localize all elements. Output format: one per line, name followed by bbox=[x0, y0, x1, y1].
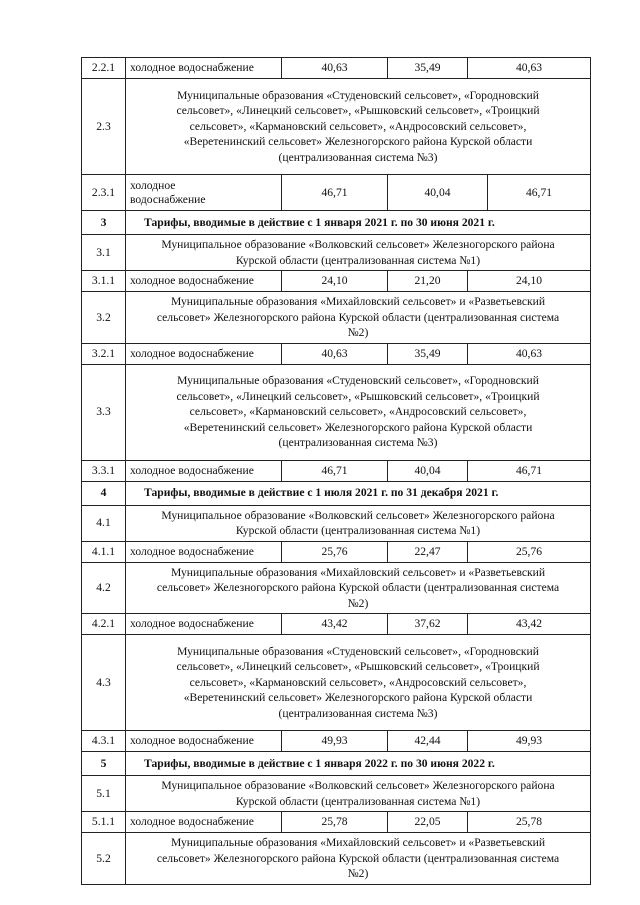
description-line: сельсовет», «Линецкий сельсовет», «Рышковский сельсовет», «Троицкий bbox=[176, 660, 540, 674]
table-row bbox=[82, 505, 591, 541]
table-row bbox=[82, 364, 591, 460]
tariff-value-2: 21,20 bbox=[388, 271, 468, 292]
table-row bbox=[82, 235, 591, 271]
section-header-row bbox=[82, 211, 591, 235]
description-line: сельсовет», «Кармановский сельсовет», «Андросовский сельсовет», bbox=[189, 405, 527, 419]
description-line: сельсовет» Железногорского района Курской области (централизованная система bbox=[156, 310, 560, 324]
description-line: Муниципальные образования «Михайловский сельсовет» и «Разветьевский bbox=[170, 836, 546, 849]
tariff-value-3: 49,93 bbox=[468, 731, 591, 752]
municipality-description bbox=[126, 235, 591, 271]
tariff-value-1: 46,71 bbox=[282, 175, 388, 211]
section-title: Тарифы, вводимые в действие с 1 января 2021 г. по 30 июня 2021 г. bbox=[126, 211, 591, 235]
section-title: Тарифы, вводимые в действие с 1 января 2022 г. по 30 июня 2022 г. bbox=[126, 752, 591, 776]
service-name: холодное водоснабжение bbox=[126, 812, 282, 833]
municipality-description bbox=[126, 79, 591, 175]
tariff-value-3: 40,63 bbox=[468, 343, 591, 364]
row-number: 3.2 bbox=[82, 292, 126, 344]
tariff-value-2: 37,62 bbox=[388, 614, 468, 635]
municipality-description bbox=[126, 292, 591, 344]
service-name: холодное водоснабжение bbox=[126, 460, 282, 481]
section-number: 4 bbox=[82, 481, 126, 505]
description-line: сельсовет», «Линецкий сельсовет», «Рышковский сельсовет», «Троицкий bbox=[176, 104, 540, 118]
tariff-value-1: 40,63 bbox=[282, 58, 388, 79]
table-row bbox=[82, 635, 591, 731]
table-row bbox=[82, 614, 591, 635]
tariff-value-2: 35,49 bbox=[388, 343, 468, 364]
tariff-value-2: 22,47 bbox=[388, 541, 468, 562]
section-title: Тарифы, вводимые в действие с 1 июля 2021 г. по 31 декабря 2021 г. bbox=[126, 481, 591, 505]
tariff-value-1: 46,71 bbox=[282, 460, 388, 481]
row-number: 2.3.1 bbox=[82, 175, 126, 211]
description-line: (централизованная система №3) bbox=[278, 706, 438, 720]
row-number: 3.2.1 bbox=[82, 343, 126, 364]
tariff-table bbox=[81, 57, 591, 885]
row-number: 4.3 bbox=[82, 635, 126, 731]
description-line: Муниципальные образования «Студеновский сельсовет», «Городновский bbox=[177, 644, 539, 658]
municipality-description bbox=[126, 562, 591, 614]
table-row bbox=[82, 79, 591, 175]
service-name: холодное водоснабжение bbox=[126, 731, 282, 752]
tariff-value-2: 35,49 bbox=[388, 58, 468, 79]
tariff-value-2: 40,04 bbox=[388, 175, 488, 211]
description-line: «Веретенинский сельсовет» Железногорского района Курской области bbox=[183, 420, 533, 434]
service-name-line: водоснабжение bbox=[130, 192, 206, 206]
service-name: холодное водоснабжение bbox=[126, 541, 282, 562]
row-number: 2.3 bbox=[82, 79, 126, 175]
description-line: сельсовет» Железногорского района Курской области (централизованная система bbox=[156, 581, 560, 594]
row-number: 4.3.1 bbox=[82, 731, 126, 752]
tariff-value-1: 25,76 bbox=[282, 541, 388, 562]
description-line: сельсовет», «Кармановский сельсовет», «Андросовский сельсовет», bbox=[189, 675, 527, 689]
row-number: 3.3 bbox=[82, 364, 126, 460]
table-row bbox=[82, 175, 591, 211]
section-number: 5 bbox=[82, 752, 126, 776]
service-name: холодное водоснабжение bbox=[126, 614, 282, 635]
tariff-value-1: 24,10 bbox=[282, 271, 388, 292]
row-number: 3.3.1 bbox=[82, 460, 126, 481]
row-number: 3.1 bbox=[82, 235, 126, 271]
municipality-description bbox=[126, 635, 591, 731]
description-line: Муниципальное образование «Волковский сельсовет» Железногорского района bbox=[161, 508, 555, 522]
description-line: (централизованная система №3) bbox=[278, 150, 438, 164]
description-line: Муниципальные образования «Михайловский сельсовет» и «Разветьевский bbox=[170, 565, 546, 579]
description-line: №2) bbox=[347, 326, 369, 339]
table-row bbox=[82, 812, 591, 833]
municipality-description bbox=[126, 833, 591, 885]
tariff-value-3: 46,71 bbox=[468, 460, 591, 481]
section-number: 3 bbox=[82, 211, 126, 235]
tariff-value-2: 22,05 bbox=[388, 812, 468, 833]
table-row bbox=[82, 292, 591, 344]
section-header-row bbox=[82, 752, 591, 776]
tariff-value-3: 25,78 bbox=[468, 812, 591, 833]
table-row bbox=[82, 541, 591, 562]
row-number: 4.2.1 bbox=[82, 614, 126, 635]
description-line: Муниципальное образование «Волковский сельсовет» Железногорского района bbox=[161, 779, 555, 792]
description-line: Курской области (централизованная система №1) bbox=[235, 253, 481, 267]
tariff-value-1: 25,78 bbox=[282, 812, 388, 833]
row-number: 5.2 bbox=[82, 833, 126, 885]
table-row bbox=[82, 776, 591, 812]
tariff-value-3: 43,42 bbox=[468, 614, 591, 635]
description-line: «Веретенинский сельсовет» Железногорского района Курской области bbox=[183, 135, 533, 149]
tariff-value-3: 40,63 bbox=[468, 58, 591, 79]
tariff-value-3: 46,71 bbox=[488, 175, 591, 211]
municipality-description bbox=[126, 505, 591, 541]
tariff-value-3: 24,10 bbox=[468, 271, 591, 292]
description-line: сельсовет» Железногорского района Курской области (централизованная система bbox=[156, 851, 560, 865]
table-row bbox=[82, 731, 591, 752]
row-number: 4.1 bbox=[82, 505, 126, 541]
tariff-value-1: 49,93 bbox=[282, 731, 388, 752]
description-line: Муниципальное образование «Волковский сельсовет» Железногорского района bbox=[161, 238, 555, 251]
table-row bbox=[82, 460, 591, 481]
description-line: Муниципальные образования «Студеновский сельсовет», «Городновский bbox=[177, 88, 539, 102]
tariff-value-2: 42,44 bbox=[388, 731, 468, 752]
description-line: сельсовет», «Кармановский сельсовет», «Андросовский сельсовет», bbox=[189, 119, 527, 133]
description-line: Курской области (централизованная система №1) bbox=[235, 524, 481, 537]
description-line: (централизованная система №3) bbox=[278, 436, 438, 450]
table-row bbox=[82, 343, 591, 364]
row-number: 3.1.1 bbox=[82, 271, 126, 292]
municipality-description bbox=[126, 364, 591, 460]
service-name-line: холодное bbox=[130, 178, 176, 192]
row-number: 5.1.1 bbox=[82, 812, 126, 833]
municipality-description bbox=[126, 776, 591, 812]
description-line: «Веретенинский сельсовет» Железногорского района Курской области bbox=[183, 691, 533, 705]
row-number: 5.1 bbox=[82, 776, 126, 812]
tariff-value-3: 25,76 bbox=[468, 541, 591, 562]
description-line: №2) bbox=[347, 596, 369, 610]
table-row bbox=[82, 562, 591, 614]
service-name: холодное водоснабжение bbox=[126, 271, 282, 292]
description-line: Курской области (централизованная система №1) bbox=[235, 794, 481, 808]
row-number: 4.1.1 bbox=[82, 541, 126, 562]
description-line: №2) bbox=[347, 867, 369, 880]
tariff-value-1: 43,42 bbox=[282, 614, 388, 635]
table-row bbox=[82, 833, 591, 885]
service-name bbox=[126, 175, 282, 211]
description-line: Муниципальные образования «Михайловский сельсовет» и «Разветьевский bbox=[170, 295, 546, 308]
tariff-value-1: 40,63 bbox=[282, 343, 388, 364]
row-number: 2.2.1 bbox=[82, 58, 126, 79]
description-line: Муниципальные образования «Студеновский сельсовет», «Городновский bbox=[177, 374, 539, 388]
service-name: холодное водоснабжение bbox=[126, 58, 282, 79]
row-number: 4.2 bbox=[82, 562, 126, 614]
description-line: сельсовет», «Линецкий сельсовет», «Рышковский сельсовет», «Троицкий bbox=[176, 389, 540, 403]
table-row bbox=[82, 271, 591, 292]
table-row bbox=[82, 58, 591, 79]
tariff-value-2: 40,04 bbox=[388, 460, 468, 481]
section-header-row bbox=[82, 481, 591, 505]
service-name: холодное водоснабжение bbox=[126, 343, 282, 364]
